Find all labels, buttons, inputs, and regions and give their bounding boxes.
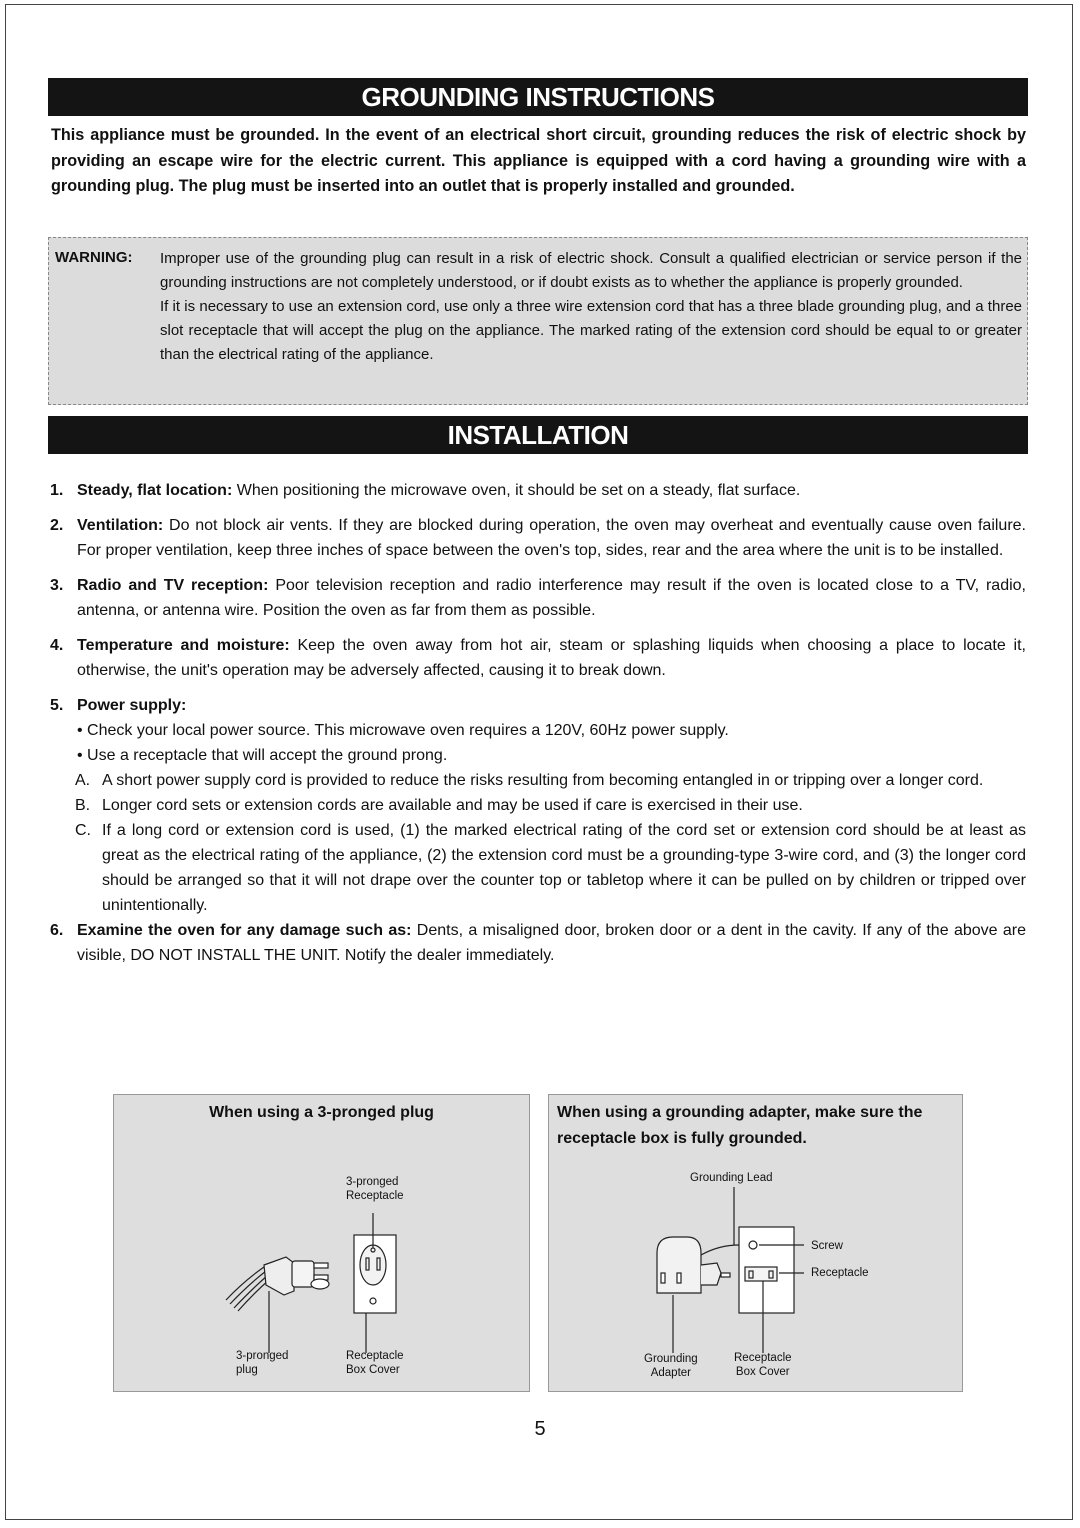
item-text: Dents, a misaligned door, broken door or a dent in the cavity. If any of the above are visible, DO NOT INSTALL THE UNIT. Notify the dealer immediately. bbox=[77, 922, 1027, 964]
item-heading: Power supply: bbox=[77, 697, 187, 714]
installation-list bbox=[48, 478, 1026, 978]
label-line: Receptacle bbox=[346, 1350, 404, 1362]
item-letter: B. bbox=[75, 797, 91, 814]
label-line: Receptacle bbox=[346, 1190, 404, 1202]
adapter-label bbox=[644, 1352, 698, 1380]
warning-paragraph: Improper use of the grounding plug can result in a risk of electric shock. Consult a qualified electrician or service person if the grounding instructions are not completely understood, or if doubt exists as to whether the appliance is properly grounded. bbox=[160, 250, 1022, 291]
label-line: Adapter bbox=[650, 1367, 691, 1379]
label-line: Box Cover bbox=[735, 1366, 790, 1378]
plug-label bbox=[236, 1349, 288, 1377]
item-text: When positioning the microwave oven, it should be set on a steady, flat surface. bbox=[232, 482, 801, 499]
box-cover-label bbox=[346, 1349, 404, 1377]
label-line: 3-pronged bbox=[346, 1176, 399, 1188]
item-number: 5. bbox=[50, 697, 64, 714]
screw-label: Screw bbox=[811, 1240, 843, 1252]
figure-title: When using a 3-pronged plug bbox=[209, 1104, 434, 1121]
list-item bbox=[48, 513, 1026, 563]
item-number: 3. bbox=[50, 577, 64, 594]
plug-illustration bbox=[114, 1095, 531, 1393]
list-item bbox=[48, 918, 1026, 968]
power-lettered-item bbox=[77, 818, 1026, 918]
page-number: 5 bbox=[534, 1418, 546, 1440]
item-heading: Temperature and moisture: bbox=[77, 637, 290, 654]
item-text: Poor television reception and radio interference may result if the oven is located close to a TV, radio, antenna, or antenna wire. Position the oven as far from them as possible. bbox=[77, 577, 1026, 619]
installation-heading: INSTALLATION bbox=[48, 416, 1028, 454]
warning-text bbox=[160, 247, 1022, 367]
grounding-lead-label: Grounding Lead bbox=[690, 1172, 773, 1184]
list-item bbox=[48, 573, 1026, 623]
label-line: 3-pronged bbox=[236, 1350, 289, 1362]
receptacle-label bbox=[346, 1175, 404, 1203]
item-letter: C. bbox=[75, 822, 91, 839]
item-heading: Steady, flat location: bbox=[77, 482, 233, 499]
warning-paragraph: If it is necessary to use an extension cord, use only a three wire extension cord that has a three blade grounding plug, and a three slot receptacle that will accept the plug on the appliance. The marked rating of the extension cord should be equal to or greater than the electrical rating of the appliance. bbox=[160, 298, 1022, 363]
power-lettered-item bbox=[77, 768, 1026, 793]
item-letter: A. bbox=[75, 772, 91, 789]
item-text: Longer cord sets or extension cords are available and may be used if care is exercised in their use. bbox=[102, 797, 803, 814]
box-cover-label bbox=[734, 1351, 792, 1379]
figure-title: When using a grounding adapter, make sure the receptacle box is fully grounded. bbox=[557, 1104, 923, 1147]
item-text: A short power supply cord is provided to reduce the risks resulting from becoming entangled in or tripping over a longer cord. bbox=[102, 772, 984, 789]
grounding-instructions-heading: GROUNDING INSTRUCTIONS bbox=[48, 78, 1028, 116]
label-line: plug bbox=[236, 1364, 258, 1376]
list-item bbox=[48, 478, 1026, 503]
list-item bbox=[48, 633, 1026, 683]
item-text: If a long cord or extension cord is used, (1) the marked electrical rating of the cord set or extension cord should be at least as great as the electrical rating of the appliance, (2) the extension cord must be a grounding-type 3-wire cord, and (3) the longer cord should be arranged so that it will not drape over the counter top or tabletop where it can be pulled on by children or tripped over unintentionally. bbox=[102, 822, 1026, 914]
receptacle-label: Receptacle bbox=[811, 1267, 869, 1279]
warning-box bbox=[48, 237, 1028, 405]
item-heading: Radio and TV reception: bbox=[77, 577, 269, 594]
list-item bbox=[48, 693, 1026, 918]
item-heading: Ventilation: bbox=[77, 517, 164, 534]
power-bullet: • Use a receptacle that will accept the ground prong. bbox=[77, 747, 448, 764]
item-text: Do not block air vents. If they are blocked during operation, the oven may overheat and eventually cause oven failure. For proper ventilation, keep three inches of space between the oven's top, sides, rear and the area where the unit is to be installed. bbox=[77, 517, 1026, 559]
power-bullet: • Check your local power source. This microwave oven requires a 120V, 60Hz power supply. bbox=[77, 722, 729, 739]
grounding-intro-text: This appliance must be grounded. In the event of an electrical short circuit, grounding reduces the risk of electric shock by providing an escape wire for the electric current. This appliance is equipped with a cord having a grounding wire with a grounding plug. The plug must be inserted into an outlet that is properly installed and grounded. bbox=[51, 126, 1026, 195]
item-heading: Examine the oven for any damage such as: bbox=[77, 922, 412, 939]
grounding-adapter-figure bbox=[548, 1094, 963, 1392]
label-line: Grounding bbox=[644, 1353, 698, 1365]
item-number: 6. bbox=[50, 922, 64, 939]
three-pronged-plug-figure bbox=[113, 1094, 530, 1392]
label-line: Receptacle bbox=[734, 1352, 792, 1364]
warning-label: WARNING: bbox=[55, 249, 133, 266]
item-number: 2. bbox=[50, 517, 64, 534]
item-text: Keep the oven away from hot air, steam or splashing liquids when choosing a place to locate it, otherwise, the unit's operation may be adversely affected, causing it to break down. bbox=[77, 637, 1027, 679]
item-number: 4. bbox=[50, 637, 64, 654]
item-number: 1. bbox=[50, 482, 64, 499]
label-line: Box Cover bbox=[346, 1364, 400, 1376]
power-lettered-item bbox=[77, 793, 1026, 818]
